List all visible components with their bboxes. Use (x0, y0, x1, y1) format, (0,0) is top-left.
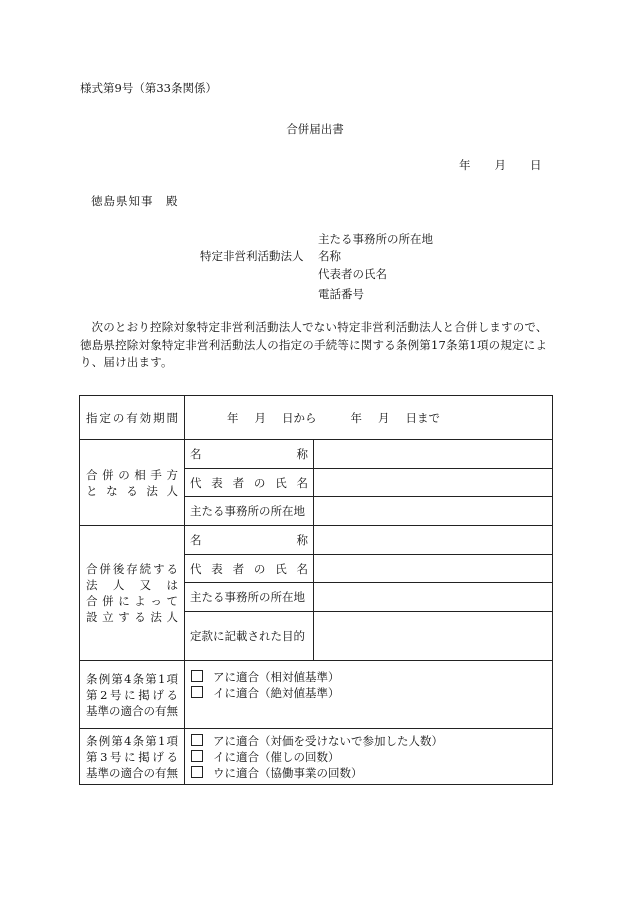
notification-table (79, 395, 553, 785)
successor-name-input[interactable] (314, 526, 553, 555)
criteria-item3-row (80, 729, 553, 785)
partner-name-input[interactable] (314, 440, 553, 469)
criteria-item2-options (185, 661, 553, 729)
successor-name-label-cell (185, 526, 314, 555)
criteria-item2-row (80, 661, 553, 729)
checkbox[interactable] (191, 670, 203, 682)
period-label-cell (80, 396, 185, 440)
successor-purpose-label: 定款に記載された目的 (190, 629, 305, 643)
document-title: 合併届出書 (286, 122, 344, 136)
successor-name-label: 名称 (190, 533, 308, 547)
criteria-item3-option-c[interactable]: ウに適合（協働事業の回数） (185, 765, 552, 781)
partner-name-row (80, 440, 553, 469)
partner-rep-label: 代表者の氏名 (190, 475, 308, 490)
form-number: 様式第9号（第33条関係） (80, 81, 217, 95)
criteria-item3-label-line3: 基準の適合の有無 (86, 765, 178, 780)
partner-label-line1: 合併の相手方 (86, 467, 178, 482)
criteria-item3-label-line1: 条例第4条第1項 (86, 733, 178, 748)
period-to-month: 月 (378, 410, 390, 425)
successor-purpose-label-cell (185, 612, 314, 661)
partner-label-cell (80, 440, 185, 526)
partner-rep-input[interactable] (314, 469, 553, 497)
date-line (459, 157, 542, 173)
date-year: 年 (459, 158, 471, 172)
successor-office-input[interactable] (314, 583, 553, 612)
date-month: 月 (494, 158, 506, 172)
period-from-day: 日から (282, 410, 317, 425)
applicant-office-label: 主たる事務所の所在地 (318, 232, 433, 246)
partner-label-line2: となる法人 (86, 483, 178, 498)
successor-rep-label-cell (185, 555, 314, 583)
successor-office-label-cell (185, 583, 314, 612)
checkbox[interactable] (191, 750, 203, 762)
period-from-month: 月 (254, 410, 266, 425)
checkbox[interactable] (191, 734, 203, 746)
criteria-item2-label-line1: 条例第4条第1項 (86, 671, 178, 686)
date-day: 日 (530, 158, 542, 172)
partner-rep-label-cell (185, 469, 314, 497)
addressee: 徳島県知事 殿 (91, 194, 179, 208)
applicant-label: 特定非営利活動法人 (200, 249, 304, 263)
period-to-year: 年 (350, 410, 362, 425)
partner-office-input[interactable] (314, 497, 553, 526)
criteria-item3-label-line2: 第3号に掲げる (86, 749, 178, 764)
period-from-year: 年 (227, 410, 239, 425)
criteria-item3-label-cell (80, 729, 185, 785)
criteria-item2-option-b[interactable]: イに適合（絶対値基準） (185, 685, 552, 701)
checkbox[interactable] (191, 766, 203, 778)
criteria-item3-options (185, 729, 553, 785)
successor-label-line3: 合併によって (86, 594, 178, 608)
checkbox[interactable] (191, 686, 203, 698)
applicant-name-label: 名称 (318, 249, 341, 263)
criteria-item2-label-cell (80, 661, 185, 729)
body-paragraph: 次のとおり控除対象特定非営利活動法人でない特定非営利活動法人と合併しますので、徳島県控除対象特定非営利活動法人の指定の手続等に関する条例第17条第1項の規定により、届け出ます。 (80, 320, 548, 369)
successor-label-line4: 設立する法人 (86, 610, 178, 624)
partner-office-label: 主たる事務所の所在地 (190, 504, 305, 518)
criteria-item2-label-line2: 第2号に掲げる (86, 687, 178, 702)
criteria-item2-label-line3: 基準の適合の有無 (86, 703, 178, 718)
successor-label-line1: 合併後存続する (86, 562, 178, 576)
successor-label-line2: 法人又は (86, 578, 178, 592)
successor-office-label: 主たる事務所の所在地 (190, 590, 305, 604)
successor-rep-input[interactable] (314, 555, 553, 583)
period-row (80, 396, 553, 440)
partner-office-label-cell (185, 497, 314, 526)
criteria-item3-option-a[interactable]: アに適合（対価を受けないで参加した人数） (185, 733, 552, 749)
period-to-day: 日まで (405, 410, 440, 425)
successor-purpose-input[interactable] (314, 612, 553, 661)
criteria-item2-option-a[interactable]: アに適合（相対値基準） (185, 669, 552, 685)
successor-name-row (80, 526, 553, 555)
applicant-representative-label: 代表者の氏名 (318, 267, 387, 281)
criteria-item3-option-b[interactable]: イに適合（催しの回数） (185, 749, 552, 765)
period-value-cell[interactable] (185, 396, 553, 440)
partner-name-label-cell (185, 440, 314, 469)
period-label: 指定の有効期間 (86, 410, 178, 425)
partner-name-label: 名称 (190, 447, 308, 461)
successor-rep-label: 代表者の氏名 (190, 561, 308, 576)
successor-label-cell (80, 526, 185, 661)
applicant-phone-label: 電話番号 (318, 287, 364, 301)
